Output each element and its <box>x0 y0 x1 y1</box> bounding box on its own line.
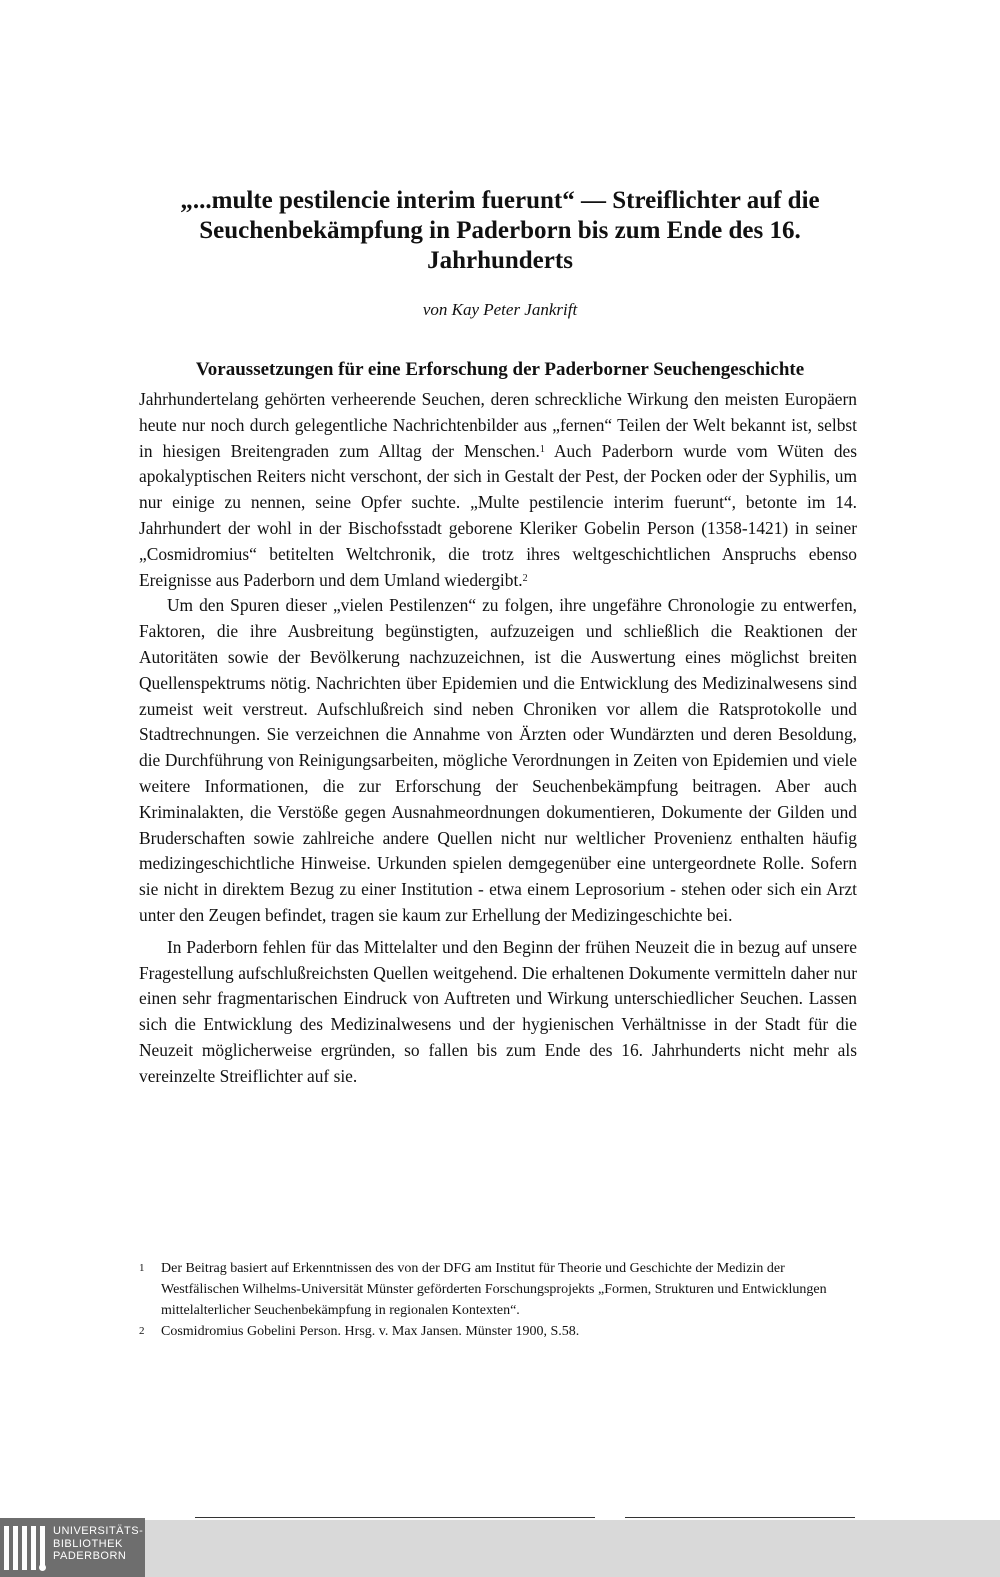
paragraph-3: In Paderborn fehlen für das Mittelalter und den Beginn der frühen Neuzeit die in bezug auf unsere Fragestellung aufschlußreichsten Quellen weitgehend. Die erhaltenen Dokumente vermitteln daher nur einen sehr fragmentarischen Eindruck von Auftreten und Wirkung unterschiedlicher Seuchen. Lassen sich die Entwicklung des Medizinalwesens und der hygienischen Verhältnisse in der Stadt für die Neuzeit möglicherweise ergründen, so fallen bis zum Ende des 16. Jahrhunderts nicht mehr als vereinzelte Streiflichter auf sie. <box>139 936 857 1086</box>
footnote-number: 1 <box>139 1262 145 1274</box>
footnote-ref-1[interactable]: 1 <box>539 443 545 455</box>
logo-line-2: BIBLIOTHEK <box>53 1537 123 1550</box>
article-title <box>150 186 850 276</box>
library-logo-dot-icon <box>39 1564 46 1571</box>
library-logo <box>0 1518 145 1577</box>
article-body <box>139 387 857 1090</box>
library-logo-text <box>53 1525 143 1563</box>
footnote-1 <box>139 1258 857 1321</box>
paragraph-1-part-b: Auch Paderborn wurde vom Wüten des apokalyptischen Reiters nicht verschont, der sich in Gestalt der Pest, der Pocken oder der Syphilis, um nur einige zu nennen, seine Opfer suchte. „Multe pestilencie interim fuerunt“, betonte im 14. Jahrhundert der wohl in der Bischofsstadt geborene Kleriker Gobelin Person (1358-1421) in seiner „Cosmidromius“ betitelten Weltchronik, die trotz ihres weltgeschichtlichen Anspruchs ebenso Ereignisse aus Paderborn und dem Umland wiedergibt. <box>139 440 858 590</box>
footnote-text: Der Beitrag basiert auf Erkenntnissen des von der DFG am Institut für Theorie und Geschichte der Medizin der Westfälischen Wilhelms-Universität Münster geförderten Forschungsprojekts „Formen, Strukturen und Entwicklungen mittelalterlicher Seuchenbekämpfung in regionalen Kontexten“. <box>161 1261 827 1318</box>
section-heading: Voraussetzungen für eine Erforschung der Paderborner Seuchengeschichte <box>195 359 805 380</box>
title-line-3: Jahrhunderts <box>427 247 573 274</box>
author-byline: von Kay Peter Jankrift <box>422 300 578 319</box>
title-line-1: „...multe pestilencie interim fuerunt“ — Streiflichter auf die <box>180 187 820 214</box>
footnote-number: 2 <box>139 1325 145 1337</box>
paragraph-1-part-a: Jahrhundertelang gehörten verheerende Seuchen, deren schreckliche Wirkung den meisten Europäern heute nur noch durch gelegentliche Nachrichtenbilder aus „fernen“ Teilen der Welt bekannt ist, selbst in hiesigen Breitengraden zum Alltag der Menschen. <box>139 389 857 461</box>
logo-line-3: PADERBORN <box>53 1550 127 1562</box>
title-line-2: Seuchenbekämpfung in Paderborn bis zum Ende des 16. <box>199 217 801 244</box>
page-footer-band <box>0 1520 1000 1577</box>
paragraph-1 <box>139 387 857 593</box>
logo-line-1: UNIVERSITÄTS- <box>53 1525 144 1537</box>
footnote-2 <box>139 1321 857 1342</box>
footnote-text: Cosmidromius Gobelini Person. Hrsg. v. Max Jansen. Münster 1900, S.58. <box>161 1324 580 1339</box>
footer-rule <box>195 1517 595 1518</box>
footer-rule-right <box>625 1517 855 1518</box>
footnote-ref-2[interactable]: 2 <box>522 572 528 584</box>
footnotes <box>139 1258 857 1342</box>
paragraph-2: Um den Spuren dieser „vielen Pestilenzen“ zu folgen, ihre ungefähre Chronologie zu entwerfen, Faktoren, die ihre Ausbreitung begünstigten, aufzuzeigen und schließlich die Reaktionen der Autoritäten sowie der Bevölkerung nachzuzeichnen, ist die Auswertung eines möglichst breiten Quellenspektrums nötig. Nachrichten über Epidemien und die Entwicklung des Medizinalwesens sind zumeist weit verstreut. Aufschlußreich sind neben Chroniken vor allem die Ratsprotokolle und Stadtrechnungen. Sie verzeichnen die Annahme von Ärzten oder Wundärzten und deren Besoldung, die Durchführung von Reinigungsarbeiten, mögliche Verordnungen in Zeiten von Epidemien und viele weitere Informationen, die zur Erforschung der Seuchenbekämpfung beitragen. Aber auch Kriminalakten, die Verstöße gegen Ausnahmeordnungen dokumentieren, Dokumente der Gilden und Bruderschaften sowie zahlreiche andere Quellen nicht nur weltlicher Provenienz enthalten häufig medizingeschichtliche Hinweise. Urkunden spielen demgegenüber eine untergeordnete Rolle. Sofern sie nicht in direktem Bezug zu einer Institution - etwa einem Leprosorium - stehen oder sich ein Arzt unter den Zeugen befindet, tragen sie kaum zur Erhellung der Medizingeschichte bei. <box>139 595 857 925</box>
